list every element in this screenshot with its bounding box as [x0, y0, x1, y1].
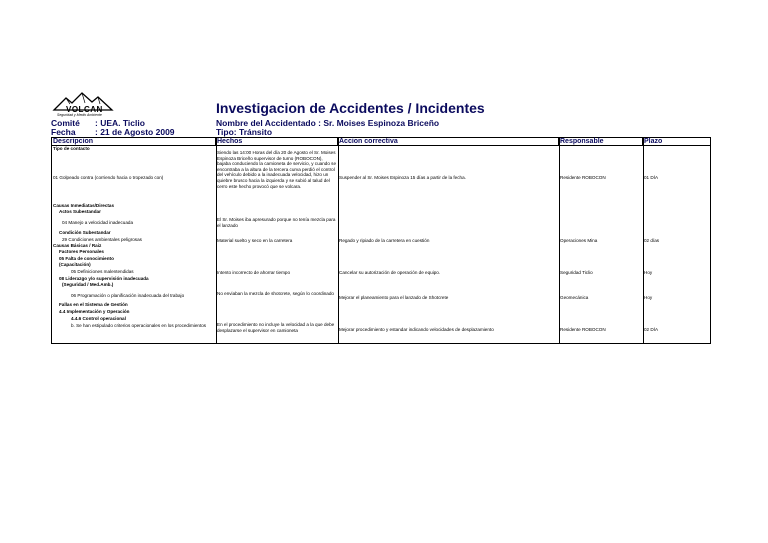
header-descripcion: Descripcion	[52, 138, 216, 146]
comite-label: Comité	[51, 118, 80, 128]
desc-line: 05 Definiciones malentendidas	[71, 269, 134, 274]
header-plazo: Plazo	[643, 138, 710, 146]
desc-line: Tipo de contacto	[53, 146, 90, 151]
desc-line: 4.4.6 Control operacional	[71, 316, 126, 321]
plazo-text: 02 DÍA	[644, 327, 659, 332]
fecha-label: Fecha	[51, 127, 76, 137]
desc-line: Causas Inmediatas/Directas	[53, 203, 115, 208]
plazo-text: 01 DÍA	[644, 175, 659, 180]
desc-line: Condición Subestandar	[59, 230, 111, 235]
desc-line: (Capacitación)	[59, 262, 91, 267]
responsable-text: Geomecánica	[560, 295, 589, 300]
plazo-text: Hoy	[644, 295, 653, 300]
responsable-text: Residente ROBOCON	[560, 327, 606, 332]
hecho-text: En el procedimiento no incluye la velocidad a la que debe desplazarse el supervisor en camioneta	[217, 322, 335, 333]
desc-line: 05 Falta de conocimiento	[59, 256, 114, 261]
accion-text: Suspender al Sr. Moises Espinoza 15 días a partir de la fecha.	[339, 175, 466, 180]
desc-line: Factores Personales	[59, 249, 104, 254]
desc-line: 4.4 Implementación y Operación	[59, 309, 130, 314]
hecho-text: El Sr. Moises iba apresurado porque no tenía mezcla para el lanzado	[217, 217, 336, 228]
responsable-text: Operaciones Mina	[560, 238, 598, 243]
hecho-text: Material suelto y seco en la carretera	[217, 238, 293, 243]
fecha-value: : 21 de Agosto 2009	[95, 127, 175, 137]
logo-tagline: Seguridad y Medio Ambiente	[57, 113, 102, 117]
page-title: Investigacion de Accidentes / Incidentes	[216, 100, 485, 116]
hecho-text: Siendo las 14:00 Horas del día 20 de Agosto el Sr. Moises Espinoza Briceño supervisor de turno (ROBOCON), bajaba conduciendo la camioneta de servicio, y cuando se encontraba a la altura de la tercera curva perdió el control del vehículo debido a la inadecuada velocidad, hizo un quiebre brusco hacia la izquierda y se subió al talud del cerro este hecho provocó que se volcara.	[217, 150, 337, 189]
hecho-text: Intento incorrecto de ahorrar tiempo	[217, 270, 291, 275]
desc-line: (Seguridad / Med.Amb.)	[62, 282, 114, 287]
comite-value: : UEA. Ticlio	[95, 118, 145, 128]
hecho-text: No enviaban la mezcla de shotcrete, según lo coordinado	[217, 291, 334, 296]
accidentado-name: Nombre del Accidentado : Sr. Moises Espinoza Briceño	[216, 118, 440, 128]
accion-text: Mejorar el planeamiento para el lanzado de Shotcrete	[339, 295, 449, 300]
desc-line: 01 Golpeado contra (corriendo hacia o tropezado con)	[53, 175, 164, 180]
header-hechos: Hechos	[216, 138, 338, 146]
desc-line: b. Se han estipulado criterios operacionales en los procedimientos	[71, 323, 207, 328]
desc-line: 29 Condiciones ambientales peligrosas	[62, 237, 142, 242]
desc-line: 06 Programación o planificación inadecuada del trabajo	[71, 293, 185, 298]
incident-type: Tipo: Tránsito	[216, 127, 273, 137]
plazo-text: Hoy	[644, 270, 653, 275]
accion-text: Regado y ripiado de la carretera en cuestión	[339, 238, 430, 243]
desc-line: Fallas en el Sistema de Gestión	[59, 302, 128, 307]
plazo-text: 02 días	[644, 238, 660, 243]
accion-text: Cancelar su autorización de operación de equipo.	[339, 270, 441, 275]
desc-line: 04 Manejo a velocidad inadecuada	[62, 220, 134, 225]
desc-line: 08 Liderazgo y/o supervisión inadecuada	[59, 276, 149, 281]
responsable-text: Seguridad Ticlio	[560, 270, 593, 275]
desc-line: Causas Básicas / Raiz	[53, 243, 102, 248]
logo-brand: VOLCAN	[66, 105, 103, 114]
header-responsable: Responsable	[559, 138, 643, 146]
header-accion: Accion correctiva	[338, 138, 559, 146]
fecha-row	[51, 127, 175, 137]
desc-line: Actos Subestandar	[59, 209, 101, 214]
incident-table	[51, 137, 711, 344]
responsable-text: Residente ROBOCON	[560, 175, 606, 180]
accion-text: Mejorar procedimiento y estandar indicando velocidades de desplazamiento	[339, 327, 494, 332]
